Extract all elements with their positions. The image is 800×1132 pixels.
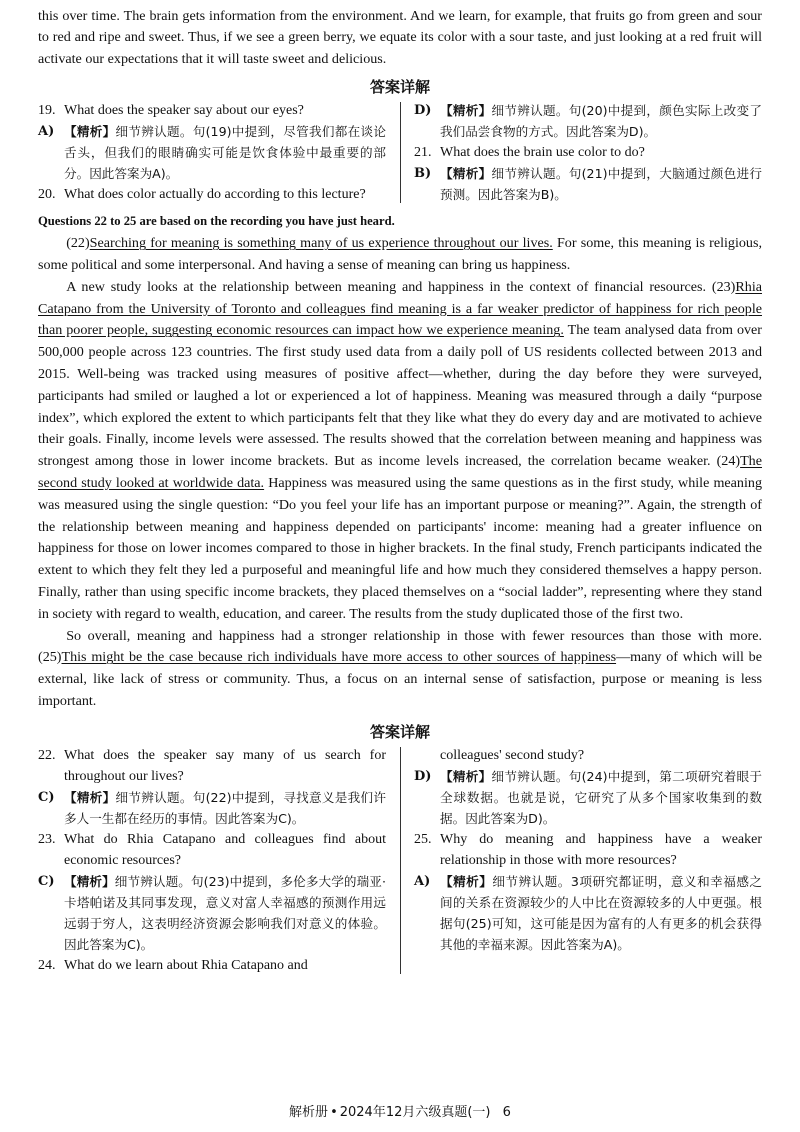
answer-option: C) (38, 789, 55, 805)
answer-23 (38, 871, 386, 955)
passage-intro: Questions 22 to 25 are based on the recording you have just heard. (38, 214, 395, 229)
question-number: 25. (414, 831, 432, 847)
question-number: 23. (38, 831, 56, 847)
footer-separator: • (330, 1105, 338, 1120)
section1-left-column (38, 100, 400, 205)
answer-option: D) (414, 768, 432, 784)
question-text: What does color actually do according to this lecture? (64, 187, 366, 203)
key-sentence-23: Rhia Catapano from the University of Toronto and colleagues find meaning is a far weaker predictor of happiness for rich people than poorer people, suggesting economic resources can impact how we experience meaning. (38, 278, 762, 339)
answer-explanation: 细节辨认题。句(23)中提到，多伦多大学的瑞亚·卡塔帕诺及其同事发现，意义对富人幸福感的预测作用远远弱于穷人，这表明经济资源会影响我们对意义的体验。因此答案为C)。 (64, 873, 387, 952)
section1-answers (38, 100, 762, 205)
top-paragraph: this over time. The brain gets information from the environment. And we learn, for example, that fruits go from green and sour to red and ripe and sweet. Thus, if we see a green berry, we equate its color with a sour taste, and just looking at a red fruit will activate our expectations that it will taste sweet and delicious. (38, 8, 762, 67)
passage-paragraph-2: A new study looks at the relationship between meaning and happiness in the context of financial resources. (23)Rhia Catapano from the University of Toronto and colleagues find meaning is a far weaker predictor of happiness for rich people than poorer people, suggesting economic resources can impact how we experience meaning. The team analysed data from over 500,000 people across 123 countries. The first study used data from a daily poll of US residents collected between 2013 and 2015. Well-being was tracked using measures of positive affect—whether, during the day before they were surveyed, participants had smiled or laughed a lot or experienced a lot of happiness. Meaning was measured through a daily “purpose index”, which explored the extent to which participants felt that they like what they do every day and are motivated to achieve their goals. Finally, income levels were assessed. The results showed that the correlation between meaning and happiness was strongest among those in lower income brackets. But as income levels increased, the correlation became weaker. (24)The second study looked at worldwide data. Happiness was measured using the same questions as in the first study, while meaning was measured using the single question: “Do you feel your life has an important purpose or meaning?”. Again, the strength of the relationship between meaning and happiness depended on participants' income: meaning had a greater influence on happiness for those on lower incomes compared to those in higher brackets. In the final study, French participants indicated the extent to which they felt they led a purposeful and meaningful life and how much they considered themselves a happy person. Finally, rather than using specific income brackets, they placed themselves on a “social ladder”, representing where they stand in society with regard to wealth, education, and career. The results from the study duplicated those of the first two. (38, 278, 762, 622)
passage-paragraph-1: (22)Searching for meaning is something many of us experience throughout our lives. For some, this meaning is religious, some political and some interpersonal. And having a sense of meaning can bring us happiness. (38, 235, 762, 274)
page-number: 6 (502, 1105, 511, 1120)
section2-left-column (38, 745, 400, 976)
analysis-tag: 【精析】 (64, 124, 116, 140)
answer-22 (38, 787, 386, 829)
question-text: What does the speaker say many of us search for throughout our lives? (64, 747, 386, 784)
section2-heading: 答案详解 (369, 722, 430, 741)
answer-explanation: 细节辨认题。句(24)中提到，第二项研究着眼于全球数据。也就是说，它研究了从多个国家收集到的数据。因此答案为D)。 (440, 768, 763, 826)
sentence-marker-24: (24) (716, 453, 741, 470)
question-text: colleagues' second study? (440, 747, 585, 763)
key-sentence-22: Searching for meaning is something many of us experience throughout our lives. (89, 235, 553, 252)
footer-title: 2024年12月六级真题(一) (339, 1105, 491, 1120)
page-footer (0, 1101, 800, 1120)
question-text: What does the brain use color to do? (440, 145, 645, 161)
answer-explanation: 细节辨认题。句(21)中提到，大脑通过颜色进行预测。因此答案为B)。 (440, 166, 763, 203)
question-25 (414, 829, 762, 871)
answer-option: B) (414, 166, 432, 182)
answer-explanation: 细节辨认题。3项研究都证明，意义和幸福感之间的关系在资源较少的人中比在资源较多的人中更强。根据句(25)可知，这可能是因为富有的人有更多的机会获得其他的幸福来源。因此答案为A)。 (440, 873, 763, 952)
question-20 (38, 184, 386, 205)
analysis-tag: 【精析】 (440, 873, 493, 889)
answer-option: A) (38, 124, 55, 140)
question-text: What do Rhia Catapano and colleagues find about economic resources? (64, 831, 386, 868)
key-sentence-25: This might be the case because rich individuals have more access to other sources of happiness (61, 649, 617, 666)
question-number: 19. (38, 103, 56, 119)
question-22 (38, 745, 386, 787)
answer-20 (414, 100, 762, 142)
section1-heading: 答案详解 (369, 78, 430, 97)
key-sentence-24: The second study looked at worldwide data. (38, 453, 762, 491)
analysis-tag: 【精析】 (440, 103, 492, 119)
question-number: 24. (38, 957, 56, 973)
answer-21 (414, 163, 762, 205)
question-23 (38, 829, 386, 871)
question-number: 21. (414, 145, 432, 161)
question-24 (38, 955, 386, 976)
analysis-tag: 【精析】 (440, 768, 492, 784)
answer-option: D) (414, 103, 432, 119)
question-text: What do we learn about Rhia Catapano and (64, 957, 308, 973)
footer-book-name: 解析册 (289, 1105, 329, 1120)
answer-explanation: 细节辨认题。句(19)中提到，尽管我们都在谈论舌头，但我们的眼睛确实可能是饮食体验中最重要的部分。因此答案为A)。 (64, 124, 387, 182)
sentence-marker-22: (22) (66, 235, 90, 252)
passage-paragraph-3: So overall, meaning and happiness had a stronger relationship in those with fewer resources than those with more. (25)This might be the case because rich individuals have more access to other sources of happiness—many of which will be external, like lack of stress or community. Thus, a focus on an internal sense of satisfaction, purpose or meaning is less important. (38, 627, 762, 709)
question-21 (414, 142, 762, 163)
sentence-marker-25: (25) (38, 649, 62, 666)
analysis-tag: 【精析】 (64, 789, 116, 805)
question-24-continued (414, 745, 762, 766)
answer-24 (414, 766, 762, 829)
sentence-marker-23: (23) (711, 278, 736, 295)
question-text: Why do meaning and happiness have a weaker relationship in those with more resources? (440, 831, 762, 868)
answer-option: A) (414, 873, 431, 889)
answer-25 (414, 871, 762, 955)
analysis-tag: 【精析】 (64, 873, 115, 889)
answer-19 (38, 121, 386, 184)
answer-explanation: 细节辨认题。句(20)中提到，颜色实际上改变了我们品尝食物的方式。因此答案为D)。 (440, 103, 763, 140)
analysis-tag: 【精析】 (440, 166, 492, 182)
question-number: 20. (38, 187, 56, 203)
answer-explanation: 细节辨认题。句(22)中提到，寻找意义是我们许多人一生都在经历的事情。因此答案为C)。 (64, 789, 387, 826)
column-divider (400, 102, 401, 203)
column-divider (400, 747, 401, 974)
section2-answers (38, 745, 762, 976)
question-19 (38, 100, 386, 121)
answer-option: C) (38, 873, 55, 889)
section2-right-column (400, 745, 762, 976)
question-number: 22. (38, 747, 56, 763)
question-text: What does the speaker say about our eyes? (64, 103, 304, 119)
section1-right-column (400, 100, 762, 205)
